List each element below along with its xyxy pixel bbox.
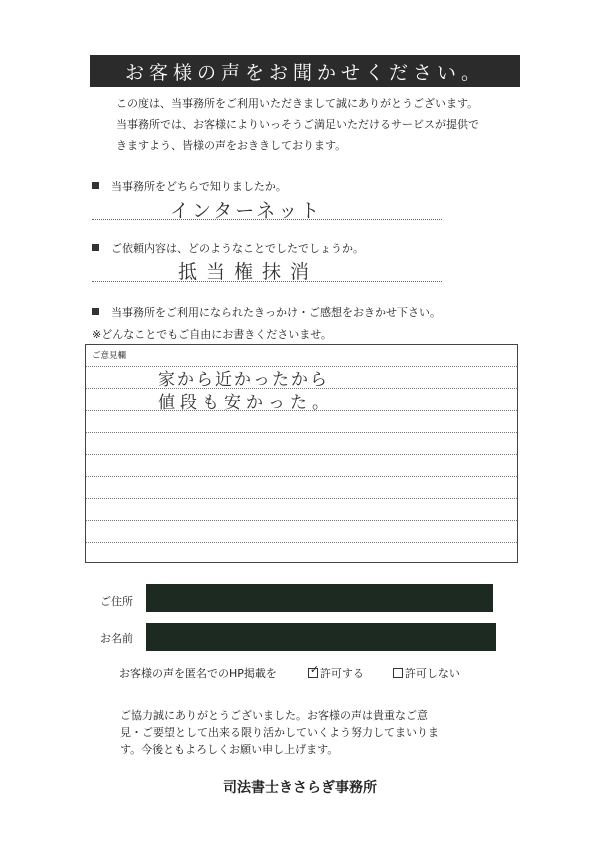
hp-consent-row	[119, 665, 460, 681]
name-redaction	[146, 623, 496, 651]
form-title: お客様の声をお聞かせください。	[124, 61, 485, 84]
thanks-line: ご協力誠にありがとうございました。お客様の声は貴重なご意	[120, 709, 428, 722]
allow-label: 許可する	[319, 667, 364, 680]
free-writing-note: ※どんなことでもご自由にお書きくださいませ。	[92, 328, 332, 341]
ruled-line	[86, 498, 517, 499]
question-2-answer: 抵当権抹消	[178, 261, 319, 283]
ruled-line	[86, 542, 517, 543]
deny-label: 許可しない	[404, 667, 460, 680]
name-label: お名前	[100, 632, 133, 645]
address-redaction	[146, 584, 493, 612]
question-2-text: ご依頼内容は、どのようなことでしたでしょうか。	[111, 242, 364, 255]
question-2	[92, 240, 364, 256]
intro-line: きますよう、皆様の声をおききしております。	[116, 139, 347, 152]
form-title-banner	[90, 55, 520, 87]
question-1	[92, 178, 287, 194]
answer-line-2	[92, 281, 442, 282]
opinion-line-1: 家から近かったから	[158, 370, 329, 390]
ruled-line	[86, 432, 517, 433]
bullet-square-icon	[92, 244, 99, 251]
allow-checkbox[interactable]	[308, 663, 320, 678]
office-name: 司法書士きさらぎ事務所	[223, 780, 377, 796]
question-3	[92, 304, 441, 320]
bullet-square-icon	[92, 182, 99, 189]
hp-consent-question: お客様の声を匿名でのHP掲載を	[119, 667, 277, 680]
answer-line-1	[92, 219, 442, 220]
question-3-text: 当事務所をご利用になられたきっかけ・ご感想をおきかせ下さい。	[111, 306, 441, 319]
bullet-square-icon	[92, 308, 99, 315]
opinion-box	[85, 344, 518, 563]
intro-line: この度は、当事務所をご利用いただきまして誠にありがとうございます。	[116, 97, 479, 110]
ruled-line	[86, 454, 517, 455]
deny-checkbox[interactable]	[393, 668, 403, 678]
thanks-text	[120, 707, 500, 758]
question-1-text: 当事務所をどちらで知りましたか。	[111, 180, 287, 193]
check-icon: ✓	[309, 663, 320, 676]
intro-text	[116, 93, 516, 156]
question-1-answer: インターネット	[170, 200, 323, 222]
intro-line: 当事務所では、お客様によりいっそうご満足いただけるサービスが提供で	[116, 118, 479, 131]
address-label: ご住所	[100, 595, 133, 608]
thanks-line: す。今後ともよろしくお願い申し上げます。	[120, 743, 339, 756]
opinion-line-2: 値段も安かった。	[158, 393, 334, 413]
ruled-line	[86, 520, 517, 521]
ruled-line	[86, 476, 517, 477]
opinion-label: ご意見欄	[92, 351, 127, 361]
thanks-line: 見・ご要望として出来る限り活かしていくよう努力してまいりま	[120, 726, 439, 739]
